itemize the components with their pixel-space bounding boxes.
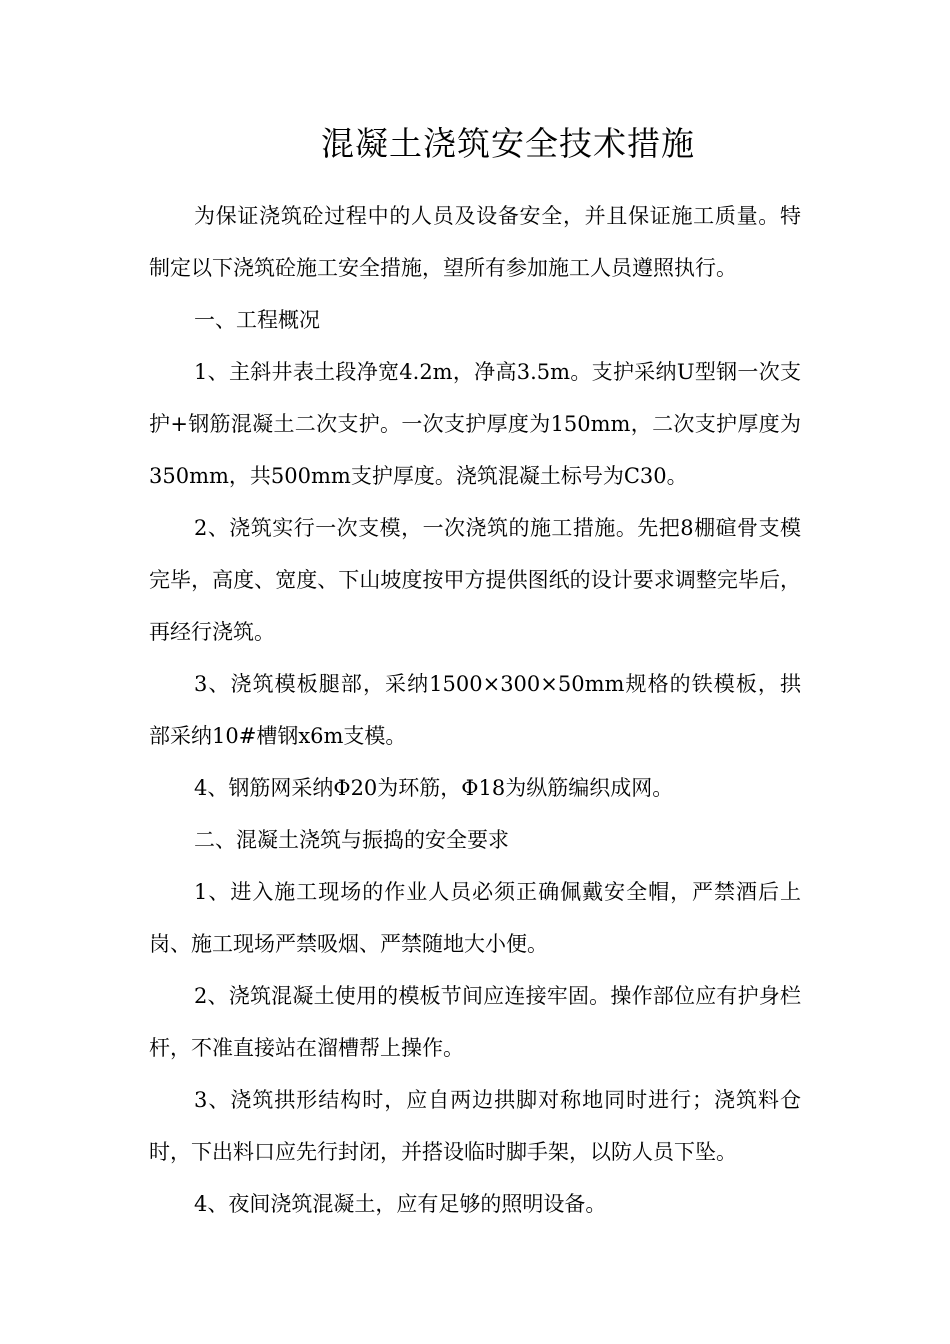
- paragraph-intro: 为保证浇筑砼过程中的人员及设备安全，并且保证施工质量。特制定以下浇筑砼施工安全措施，望所有参加施工人员遵照执行。: [149, 204, 801, 280]
- paragraph-overview-1: 1、主斜井表土段净宽4.2m，净高3.5m。支护采纳U型钢一次支护+钢筋混凝土二次支护。一次支护厚度为150mm，二次支护厚度为350mm，共500mm支护厚度。浇筑混凝土标号为C30。: [149, 360, 801, 488]
- document-title: 混凝土浇筑安全技术措施: [321, 124, 695, 163]
- section-heading-overview: 一、工程概况: [194, 308, 320, 332]
- paragraph-safety-3: 3、浇筑拱形结构时，应自两边拱脚对称地同时进行；浇筑料仓时，下出料口应先行封闭，并搭设临时脚手架，以防人员下坠。: [149, 1088, 801, 1164]
- paragraph-overview-2: 2、浇筑实行一次支模，一次浇筑的施工措施。先把8棚碹骨支模完毕，高度、宽度、下山坡度按甲方提供图纸的设计要求调整完毕后，再经行浇筑。: [149, 516, 801, 644]
- section-heading-safety: 二、混凝土浇筑与振捣的安全要求: [194, 828, 509, 852]
- paragraph-safety-2: 2、浇筑混凝土使用的模板节间应连接牢固。操作部位应有护身栏杆，不准直接站在溜槽帮上操作。: [149, 984, 801, 1060]
- paragraph-overview-3: 3、浇筑模板腿部，采纳1500×300×50mm规格的铁模板，拱部采纳10#槽钢x6m支模。: [149, 672, 801, 748]
- paragraph-safety-4: 4、夜间浇筑混凝土，应有足够的照明设备。: [194, 1192, 607, 1216]
- paragraph-safety-1: 1、进入施工现场的作业人员必须正确佩戴安全帽，严禁酒后上岗、施工现场严禁吸烟、严禁随地大小便。: [149, 880, 801, 956]
- document-body: [149, 190, 801, 1230]
- paragraph-overview-4: 4、钢筋网采纳Φ20为环筋，Φ18为纵筋编织成网。: [194, 776, 674, 800]
